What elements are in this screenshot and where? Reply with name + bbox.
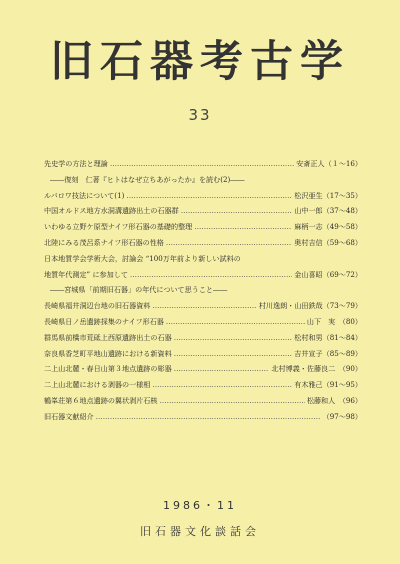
toc-entry <box>44 223 362 239</box>
toc-entry-author-pages: 村川逸朗・山田鉄哉（73～79） <box>258 302 362 311</box>
toc-entry-title: 中国オルドス地方水洞溝遺跡出土の石器群 <box>44 207 179 216</box>
toc-entry <box>44 365 362 381</box>
toc-entry-title: ――復刻 仁著『ヒトはなぜ立ちあがったか』を読む(2)―― <box>50 175 245 184</box>
toc-entry-title: 北陸にみる茂呂系ナイフ形石器の性格 <box>44 238 164 247</box>
toc-leader-dots <box>181 207 293 216</box>
publisher-name: 旧石器文化談話会 <box>140 525 260 538</box>
toc-leader-dots <box>130 271 292 280</box>
toc-leader-dots <box>174 334 293 343</box>
toc-entry-author-pages: 北村博義・佐藤良二 （90） <box>271 365 362 374</box>
toc-entry-author-pages: 奥村吉信（59～68） <box>294 238 362 247</box>
toc-leader-dots <box>96 413 321 422</box>
toc-entry-title: 長崎県福井洞辺台地の旧石器資料 <box>44 302 151 311</box>
toc-entry-title: いわゆる立野ケ原型ナイフ形石器の基礎的整理 <box>44 223 193 232</box>
toc-entry <box>44 397 362 413</box>
toc-leader-dots <box>174 365 270 374</box>
toc-entry <box>44 271 362 287</box>
toc-entry <box>44 192 362 208</box>
toc-entry <box>44 413 362 429</box>
publication-date: 1986・11 <box>163 499 237 512</box>
toc-entry <box>44 176 362 192</box>
toc-entry <box>44 255 362 271</box>
toc-entry-title: 長崎県日ノ岳遺跡採集のナイフ形石器 <box>44 317 164 326</box>
toc-entry-author-pages: 松藤和人 （96） <box>306 396 362 405</box>
toc-entry-title: 鶴峯荘第６地点遺跡の翼状剥片石核 <box>44 396 158 405</box>
journal-title: 旧石器考古学 <box>50 37 350 87</box>
toc-entry-author-pages: （97～98） <box>322 412 362 421</box>
toc-entry <box>44 160 362 176</box>
toc-entry-author-pages: 金山喜昭（69～72） <box>294 270 362 279</box>
toc-leader-dots <box>194 223 292 232</box>
toc-entry-title: 日本地質学会学術大会，討論会 “100万年前より新しい試料の <box>44 254 241 263</box>
toc-entry-author-pages: 山下 実 （80） <box>306 317 362 326</box>
toc-entry <box>44 318 362 334</box>
toc-entry-title: 先史学の方法と理論 <box>44 160 108 168</box>
toc-entry-title: 奈良県香芝町平地山遺跡における新資料 <box>44 349 172 358</box>
toc-entry-author-pages: 松村和男（81～84） <box>294 333 362 342</box>
issue-number: 33 <box>188 106 212 124</box>
toc-entry-title: 旧石器文献紹介 <box>44 412 94 421</box>
toc-leader-dots <box>126 192 292 201</box>
toc-leader-dots <box>174 350 293 359</box>
toc-leader-dots <box>152 302 256 311</box>
toc-entry <box>44 302 362 318</box>
toc-entry-author-pages: 麻柄一志（49～58） <box>294 223 362 232</box>
toc-entry-title: 二上山北麓・春日山第３地点遺跡の彫器 <box>44 365 172 374</box>
toc-entry-author-pages: 吉井宣子（85～89） <box>294 349 362 358</box>
toc-entry-author-pages: 安斎正人（１～16） <box>296 160 362 168</box>
toc-entry-title: ――宮城県「前期旧石器」の年代について思うこと―― <box>50 286 228 295</box>
toc-entry-title: 群馬県前橋市荒砥上西原遺跡出土の石器 <box>44 333 172 342</box>
toc-entry-author-pages: 有木雅己（91～95） <box>294 381 362 390</box>
table-of-contents <box>44 160 362 429</box>
toc-entry-title: 二上山北麓における剥器の一様相 <box>44 381 151 390</box>
toc-entry <box>44 286 362 302</box>
toc-leader-dots <box>166 318 305 327</box>
toc-entry <box>44 381 362 397</box>
toc-entry-author-pages: 山中一郎（37～48） <box>294 207 362 216</box>
toc-entry <box>44 239 362 255</box>
toc-entry <box>44 350 362 366</box>
toc-entry <box>44 334 362 350</box>
toc-leader-dots <box>160 397 305 406</box>
toc-entry-title: 地質年代測定” に参加して <box>44 270 128 279</box>
toc-leader-dots <box>110 160 294 169</box>
toc-entry-author-pages: 松沢亜生（17～35） <box>294 191 362 200</box>
toc-leader-dots <box>166 239 292 248</box>
toc-entry <box>44 207 362 223</box>
toc-leader-dots <box>152 381 292 390</box>
toc-entry-title: ルバロワ技法について(1) <box>44 191 125 200</box>
